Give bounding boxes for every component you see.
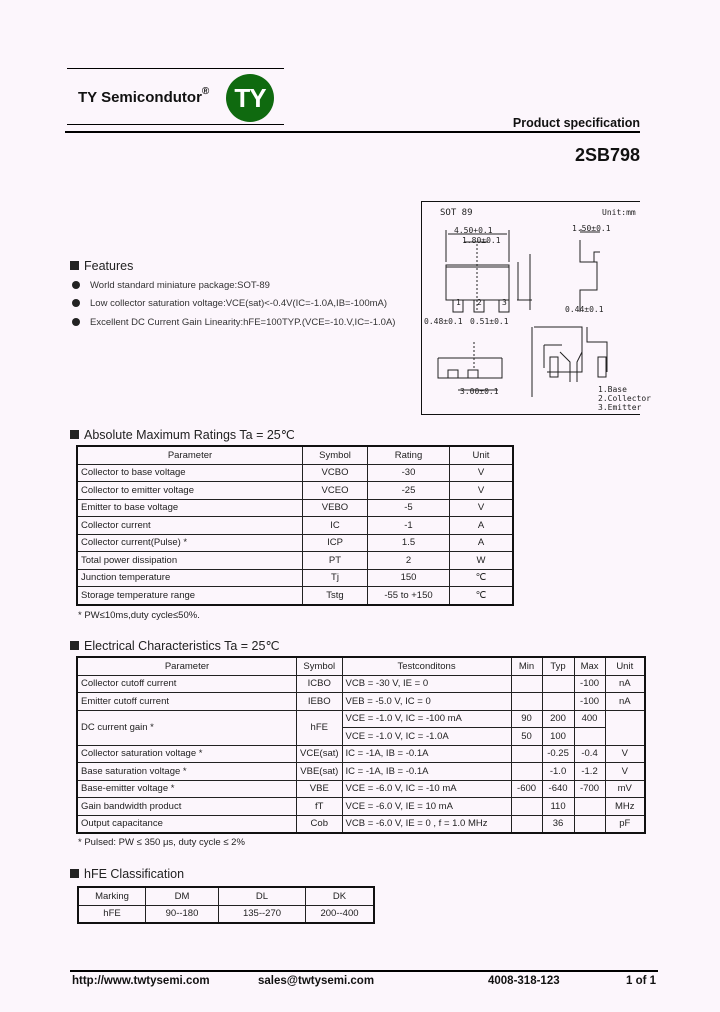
cell: A [450, 534, 514, 552]
footer-email[interactable]: sales@twtysemi.com [258, 975, 375, 987]
cell: -100 [574, 675, 605, 693]
header-cell: Parameter [77, 446, 303, 464]
cell: fT [297, 798, 343, 816]
company-logo: TY [226, 74, 274, 122]
abs-max-table [76, 445, 514, 606]
cell [511, 745, 542, 763]
cell: 200 [542, 710, 574, 728]
cell: -600 [511, 780, 542, 798]
table-row [77, 587, 513, 605]
cell: -0.25 [542, 745, 574, 763]
square-bullet-icon [70, 261, 79, 270]
table-row [77, 464, 513, 482]
cell: VCE = -1.0 V, IC = -100 mA [342, 710, 511, 728]
footer-phone: 4008-318-123 [488, 975, 560, 987]
hfe-table [77, 886, 375, 924]
table-row [77, 710, 645, 728]
cell: hFE [78, 905, 146, 923]
cell: pF [605, 815, 645, 833]
elec-note: * Pulsed: PW ≤ 350 μs, duty cycle ≤ 2% [78, 837, 245, 848]
bullet-icon [72, 299, 80, 307]
cell: Cob [297, 815, 343, 833]
table-row [77, 815, 645, 833]
logo-top-rule [67, 68, 284, 69]
cell: Total power dissipation [77, 552, 303, 570]
cell: Emitter to base voltage [77, 499, 303, 517]
table-row [77, 499, 513, 517]
cell: Base saturation voltage * [77, 763, 297, 781]
cell [511, 763, 542, 781]
features-title: Features [84, 259, 134, 273]
cell: -1 [368, 517, 450, 535]
cell: Collector to base voltage [77, 464, 303, 482]
header-cell: Unit [450, 446, 514, 464]
elec-title: Electrical Characteristics Ta = 25℃ [84, 639, 280, 653]
header-cell: DM [146, 887, 219, 905]
cell: nA [605, 675, 645, 693]
cell [574, 728, 605, 746]
feature-text: Low collector saturation voltage:VCE(sat)<-0.4V(IC=-1.0A,IB=-100mA) [90, 298, 388, 309]
table-row [77, 482, 513, 500]
cell: mV [605, 780, 645, 798]
footer-page: 1 of 1 [626, 975, 657, 987]
cell: -700 [574, 780, 605, 798]
features-heading [70, 259, 133, 273]
abs-max-heading [70, 427, 295, 442]
header-cell: Min [511, 657, 542, 675]
cell: MHz [605, 798, 645, 816]
bullet-icon [72, 281, 80, 289]
cell: DC current gain * [77, 710, 297, 745]
cell [574, 815, 605, 833]
cell: V [605, 745, 645, 763]
cell [542, 693, 574, 711]
cell: IC [303, 517, 368, 535]
cell [574, 798, 605, 816]
cell: -1.0 [542, 763, 574, 781]
cell: IC = -1A, IB = -0.1A [342, 763, 511, 781]
square-bullet-icon [70, 641, 79, 650]
cell: -0.4 [574, 745, 605, 763]
cell: VCE = -6.0 V, IC = -10 mA [342, 780, 511, 798]
table-row [77, 780, 645, 798]
header-cell: Marking [78, 887, 146, 905]
package-drawing [421, 201, 651, 415]
feature-item [72, 298, 387, 309]
cell: 135--270 [219, 905, 306, 923]
header-cell: DK [306, 887, 375, 905]
pin-label: 2 [477, 298, 482, 307]
pin-legend: 3.Emitter [598, 403, 642, 412]
cell: PT [303, 552, 368, 570]
dim-label: 3.00±0.1 [460, 387, 499, 396]
package-unit: Unit:mm [602, 208, 636, 217]
cell: Collector cutoff current [77, 675, 297, 693]
company-name-text: TY Semicondutor [78, 89, 202, 106]
square-bullet-icon [70, 430, 79, 439]
cell: V [450, 464, 514, 482]
table-row [77, 517, 513, 535]
cell: IEBO [297, 693, 343, 711]
cell: Output capacitance [77, 815, 297, 833]
cell: VCE = -1.0 V, IC = -1.0A [342, 728, 511, 746]
hfe-heading [70, 867, 184, 881]
cell: W [450, 552, 514, 570]
cell: VCE(sat) [297, 745, 343, 763]
pin-legend: 1.Base [598, 385, 627, 394]
logo-bottom-rule [67, 124, 284, 125]
header-rule [65, 131, 640, 133]
abs-max-title: Absolute Maximum Ratings Ta = 25℃ [84, 428, 295, 442]
dim-label: 0.51±0.1 [470, 317, 509, 326]
table-header-row [77, 446, 513, 464]
table-row [77, 693, 645, 711]
cell [511, 693, 542, 711]
feature-text: Excellent DC Current Gain Linearity:hFE=100TYP.(VCE=-10.V,IC=-1.0A) [90, 317, 396, 328]
hfe-title: hFE Classification [84, 867, 185, 881]
cell: ℃ [450, 587, 514, 605]
cell: V [605, 763, 645, 781]
header-cell: Symbol [303, 446, 368, 464]
cell: Tj [303, 569, 368, 587]
doc-type: Product specification [512, 116, 640, 130]
cell: VBE [297, 780, 343, 798]
header-cell: Symbol [297, 657, 343, 675]
cell: Emitter cutoff current [77, 693, 297, 711]
cell: ℃ [450, 569, 514, 587]
dim-label: 1.50±0.1 [572, 224, 611, 233]
cell: VCB = -6.0 V, IE = 0 , f = 1.0 MHz [342, 815, 511, 833]
feature-text: World standard miniature package:SOT-89 [90, 280, 270, 291]
cell: A [450, 517, 514, 535]
cell: hFE [297, 710, 343, 745]
feature-item [72, 280, 270, 291]
cell: 90 [511, 710, 542, 728]
pin-legend: 2.Collector [598, 394, 651, 403]
cell: VCB = -30 V, IE = 0 [342, 675, 511, 693]
cell: VEBO [303, 499, 368, 517]
cell: VCEO [303, 482, 368, 500]
dim-label: 0.48±0.1 [424, 317, 463, 326]
cell: -25 [368, 482, 450, 500]
cell: Collector current(Pulse) * [77, 534, 303, 552]
table-row [77, 569, 513, 587]
cell [511, 798, 542, 816]
cell: 400 [574, 710, 605, 728]
cell: Collector current [77, 517, 303, 535]
cell: 100 [542, 728, 574, 746]
square-bullet-icon [70, 869, 79, 878]
cell: 1.5 [368, 534, 450, 552]
cell: -5 [368, 499, 450, 517]
cell: VBE(sat) [297, 763, 343, 781]
company-name [78, 88, 209, 106]
abs-max-note: * PW≤10ms,duty cycle≤50%. [78, 610, 200, 621]
cell: Tstg [303, 587, 368, 605]
table-row [77, 745, 645, 763]
header-cell: DL [219, 887, 306, 905]
header-cell: Typ [542, 657, 574, 675]
header-cell: Unit [605, 657, 645, 675]
cell: Junction temperature [77, 569, 303, 587]
bullet-icon [72, 318, 80, 326]
feature-item [72, 317, 395, 328]
cell [605, 710, 645, 745]
cell: Base-emitter voltage * [77, 780, 297, 798]
cell [511, 675, 542, 693]
elec-table [76, 656, 646, 834]
pin-label: 3 [502, 298, 507, 307]
cell: nA [605, 693, 645, 711]
table-row [78, 905, 374, 923]
cell: -30 [368, 464, 450, 482]
elec-heading [70, 638, 279, 653]
cell: Storage temperature range [77, 587, 303, 605]
table-header-row [77, 657, 645, 675]
cell: Gain bandwidth product [77, 798, 297, 816]
header-cell: Max [574, 657, 605, 675]
cell: ICBO [297, 675, 343, 693]
footer-rule [70, 970, 658, 972]
cell: V [450, 499, 514, 517]
cell: 50 [511, 728, 542, 746]
table-row [77, 534, 513, 552]
cell: 110 [542, 798, 574, 816]
cell: VCBO [303, 464, 368, 482]
cell: VEB = -5.0 V, IC = 0 [342, 693, 511, 711]
cell: 200--400 [306, 905, 375, 923]
cell: Collector to emitter voltage [77, 482, 303, 500]
cell: IC = -1A, IB = -0.1A [342, 745, 511, 763]
dim-label: 4.50+0.1 [454, 226, 493, 235]
package-name: SOT 89 [440, 208, 473, 218]
part-number: 2SB798 [574, 145, 640, 165]
cell: -55 to +150 [368, 587, 450, 605]
cell [511, 815, 542, 833]
dim-label: 1.80±0.1 [462, 236, 501, 245]
cell [542, 675, 574, 693]
header-cell: Parameter [77, 657, 297, 675]
registered-mark: ® [201, 86, 210, 97]
cell: V [450, 482, 514, 500]
header-cell: Rating [368, 446, 450, 464]
cell: 150 [368, 569, 450, 587]
header-cell: Testconditons [342, 657, 511, 675]
pin-label: 1 [456, 298, 461, 307]
cell: 90--180 [146, 905, 219, 923]
cell: 36 [542, 815, 574, 833]
table-row [77, 798, 645, 816]
cell: VCE = -6.0 V, IE = 10 mA [342, 798, 511, 816]
footer-website[interactable]: http://www.twtysemi.com [72, 975, 210, 987]
table-row [77, 763, 645, 781]
cell: -640 [542, 780, 574, 798]
cell: 2 [368, 552, 450, 570]
table-row [77, 552, 513, 570]
dim-label: 0.44±0.1 [565, 305, 604, 314]
table-row [77, 675, 645, 693]
table-header-row [78, 887, 374, 905]
cell: -100 [574, 693, 605, 711]
cell: Collector saturation voltage * [77, 745, 297, 763]
cell: ICP [303, 534, 368, 552]
cell: -1.2 [574, 763, 605, 781]
